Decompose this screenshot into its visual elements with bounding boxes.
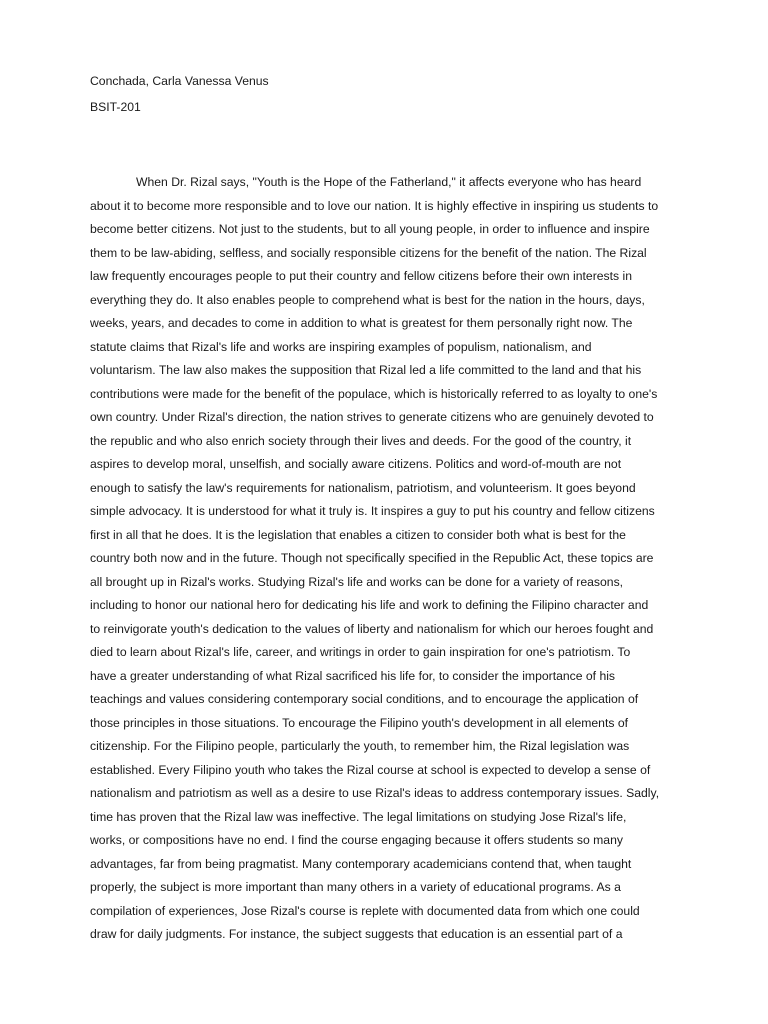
text-line: own country. Under Rizal's direction, the nation strives to generate citizens who are genuinely devoted to xyxy=(90,410,654,424)
text-line: aspires to develop moral, unselfish, and socially aware citizens. Politics and word-of-mouth are not xyxy=(90,457,622,471)
text-line: simple advocacy. It is understood for what it truly is. It inspires a guy to put his country and fellow citizens xyxy=(90,504,655,518)
text-line: teachings and values considering contemporary social conditions, and to encourage the application of xyxy=(90,692,639,706)
text-line: first in all that he does. It is the legislation that enables a citizen to consider both what is best for the xyxy=(90,527,626,542)
text-line: enough to satisfy the law's requirements for nationalism, patriotism, and volunteerism. It goes beyond xyxy=(90,480,636,495)
text-line: the republic and who also enrich society through their lives and deeds. For the good of the country, it xyxy=(90,433,632,448)
text-line: advantages, far from being pragmatist. Many contemporary academicians contend that, when taught xyxy=(90,856,632,871)
text-line: weeks, years, and decades to come in addition to what is greatest for them personally right now. The xyxy=(90,316,633,330)
text-line: including to honor our national hero for dedicating his life and work to defining the Filipino character and xyxy=(90,598,649,612)
text-line: statute claims that Rizal's life and works are inspiring examples of populism, nationalism, and xyxy=(90,339,592,354)
essay-paragraph xyxy=(90,174,690,950)
text-line: everything they do. It also enables people to comprehend what is best for the nation in the hours, days, xyxy=(90,292,645,307)
text-line: them to be law-abiding, selfless, and socially responsible citizens for the benefit of the nation. The Rizal xyxy=(90,245,647,260)
text-line: nationalism and patriotism as well as a desire to use Rizal's ideas to address contemporary issues. Sadly, xyxy=(90,786,660,800)
text-line: those principles in those situations. To encourage the Filipino youth's development in all elements of xyxy=(90,715,628,730)
text-line: law frequently encourages people to put their country and fellow citizens before their own interests in xyxy=(90,269,632,283)
text-line: to reinvigorate youth's dedication to the values of liberty and nationalism for which our heroes fought and xyxy=(90,621,654,636)
course-code: BSIT-201 xyxy=(90,100,141,114)
text-line: established. Every Filipino youth who takes the Rizal course at school is expected to develop a sense of xyxy=(90,762,651,777)
text-line: draw for daily judgments. For instance, the subject suggests that education is an essential part of a xyxy=(90,927,623,941)
text-line: voluntarism. The law also makes the supposition that Rizal led a life committed to the land and that his xyxy=(90,363,642,377)
text-line: When Dr. Rizal says, "Youth is the Hope of the Fatherland," it affects everyone who has heard xyxy=(136,175,642,189)
text-line: works, or compositions have no end. I find the course engaging because it offers students so many xyxy=(90,833,623,847)
text-line: all brought up in Rizal's works. Studying Rizal's life and works can be done for a variety of reasons, xyxy=(90,574,624,589)
text-line: properly, the subject is more important than many others in a variety of educational programs. As a xyxy=(90,880,621,894)
text-line: citizenship. For the Filipino people, particularly the youth, to remember him, the Rizal legislation was xyxy=(90,739,630,753)
text-line: contributions were made for the benefit of the populace, which is historically referred to as loyalty to one's xyxy=(90,386,658,401)
text-line: have a greater understanding of what Rizal sacrificed his life for, to consider the importance of his xyxy=(90,668,616,683)
text-line: country both now and in the future. Though not specifically specified in the Republic Act, these topics are xyxy=(90,551,654,565)
author-name: Conchada, Carla Vanessa Venus xyxy=(90,74,269,88)
text-line: become better citizens. Not just to the students, but to all young people, in order to influence and inspire xyxy=(90,222,650,236)
text-line: about it to become more responsible and to love our nation. It is highly effective in inspiring us students to xyxy=(90,198,659,213)
text-line: compilation of experiences, Jose Rizal's course is replete with documented data from which one could xyxy=(90,903,640,918)
text-line: died to learn about Rizal's life, career, and writings in order to gain inspiration for one's patriotism. To xyxy=(90,645,631,659)
text-line: time has proven that the Rizal law was ineffective. The legal limitations on studying Jose Rizal's life, xyxy=(90,809,627,824)
